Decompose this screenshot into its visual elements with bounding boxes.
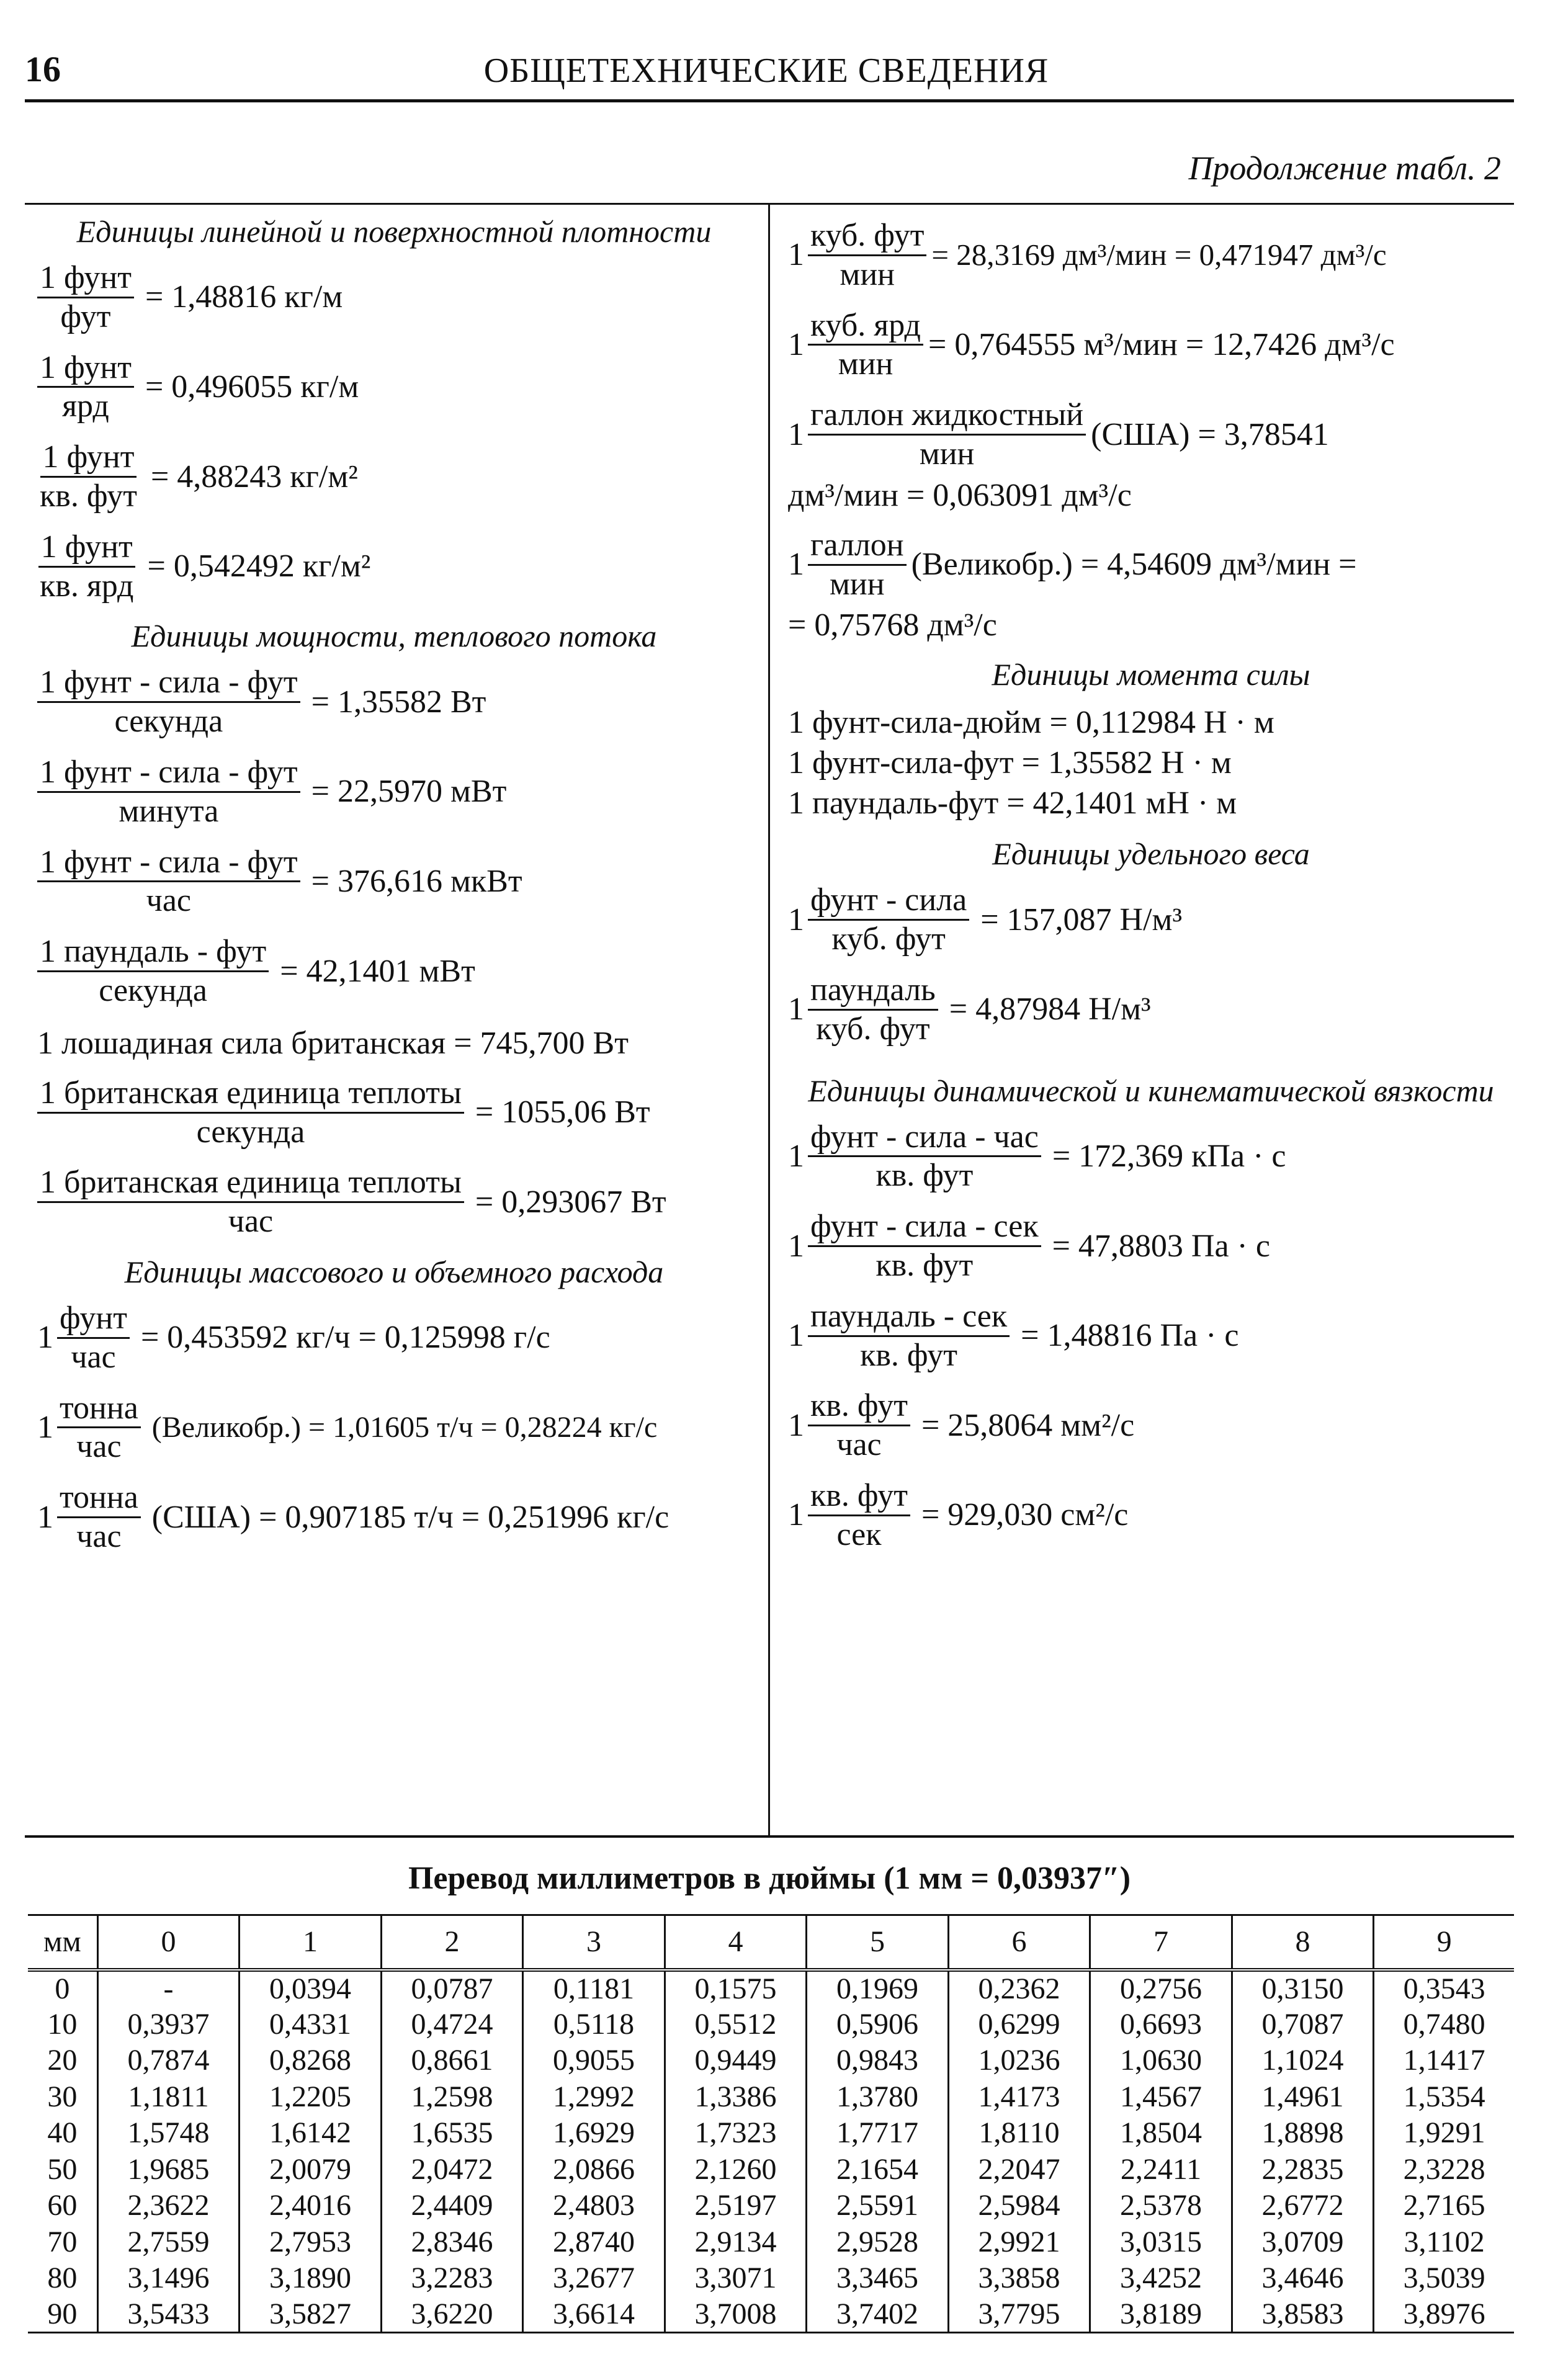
formula [37,1164,751,1240]
table-cell: 0,6299 [948,2006,1090,2042]
table-cell: 1,8110 [948,2115,1090,2152]
table-cell: 0,2756 [1090,1970,1232,2006]
table-cell: 0,7874 [97,2042,240,2079]
numerator: 1 фунт - сила - фут [37,754,300,793]
fraction [808,396,1086,473]
table-cell: 1,4961 [1232,2078,1374,2115]
column-header: 4 [665,1915,807,1970]
table-row [28,1970,1514,2006]
denominator: кв. фут [860,1337,958,1373]
formula-result: = 1055,06 Вт [475,1094,650,1130]
table-cell: 1,6929 [523,2115,665,2152]
fraction [37,754,300,830]
fraction [37,1075,464,1151]
numerator: галлон [808,527,907,566]
row-header-cell: 90 [28,2296,97,2333]
formula-continuation: дм³/мин = 0,063091 дм³/с [788,477,1132,513]
table-cell: 2,7165 [1374,2188,1514,2224]
denominator: мин [830,566,885,602]
table-cell: 1,9685 [97,2151,240,2188]
table-cell: 0,9843 [807,2042,949,2079]
table-cell: 3,8976 [1374,2296,1514,2333]
numerator: фунт [57,1300,130,1339]
formula [37,529,751,605]
fraction [37,439,140,515]
coefficient: 1 [788,901,804,937]
table-cell: 0,5906 [807,2006,949,2042]
section-heading-moment: Единицы момента силы [992,657,1310,692]
table-cell: 1,8504 [1090,2115,1232,2152]
table-cell: 2,5984 [948,2188,1090,2224]
table-cell: 2,9921 [948,2224,1090,2260]
table-cell: 1,4567 [1090,2078,1232,2115]
fraction [57,1300,130,1376]
table-cell: 2,4409 [381,2188,523,2224]
page-header [25,48,1508,104]
table-cell: 0,2362 [948,1970,1090,2006]
column-header: 5 [807,1915,949,1970]
coefficient: 1 [788,547,804,583]
formula-result: = 0,496055 кг/м [145,369,359,405]
table-cell: 3,3071 [665,2260,807,2297]
numerator: 1 фунт [37,349,134,388]
table-cell: 3,3465 [807,2260,949,2297]
table-cell: 3,7795 [948,2296,1090,2333]
formula-result: = 4,87984 Н/м³ [949,991,1151,1027]
table-cell: 0,3543 [1374,1970,1514,2006]
table-cell: 0,3937 [97,2006,240,2042]
table-cell: 1,6535 [381,2115,523,2152]
table-continuation-label: Продолжение табл. 2 [1188,150,1501,187]
row-header-cell: 80 [47,2261,78,2295]
table-cell: 0,8268 [240,2042,382,2079]
fraction [808,527,907,603]
numerator: тонна [57,1479,141,1518]
table-title: Перевод миллиметров в дюймы (1 мм = 0,03937″) [408,1861,1131,1896]
table-cell: 3,0315 [1090,2224,1232,2260]
formula [788,217,1514,293]
mm-to-inch-table [28,1914,1514,2333]
page-number: 16 [25,49,61,89]
formula [788,1387,1514,1464]
formula-result: = 1,35582 Вт [311,684,486,720]
section-heading-density: Единицы линейной и поверхностной плотности [76,214,712,249]
denominator: куб. фут [831,921,946,957]
formula-result: = 376,616 мкВт [311,863,522,899]
table-cell: 3,6614 [523,2296,665,2333]
coefficient: 1 [37,1320,53,1356]
numerator: фунт - сила - час [808,1119,1041,1158]
coefficient: 1 [788,237,804,273]
table-cell: 3,0709 [1232,2224,1374,2260]
table-cell: 0,1575 [665,1970,807,2006]
coefficient: 1 [788,1497,804,1533]
fraction [808,1298,1010,1374]
table-cell: 2,9134 [665,2224,807,2260]
coefficient: 1 [788,326,804,362]
fraction [37,529,137,605]
denominator: час [76,1518,122,1554]
denominator: мин [838,346,893,382]
numerator: кв. фут [808,1477,910,1516]
fraction [808,307,923,383]
denominator: час [836,1427,882,1463]
table-cell: 3,7008 [665,2296,807,2333]
formula-result: (Великобр.) = 1,01605 т/ч = 0,28224 кг/с [151,1411,658,1444]
table-cell: 0,3150 [1232,1970,1374,2006]
table-cell: 1,1024 [1232,2042,1374,2079]
formula-result: = 28,3169 дм³/мин = 0,471947 дм³/с [931,238,1387,272]
column-header: 7 [1090,1915,1232,1970]
formula [788,1119,1514,1195]
table-cell: 2,5591 [807,2188,949,2224]
denominator: час [228,1204,274,1240]
formula-result: = 0,764555 м³/мин = 12,7426 дм³/с [928,326,1395,362]
table-cell: 0,7480 [1374,2006,1514,2042]
formula [37,1479,751,1555]
table-cell: 0,1969 [807,1970,949,2006]
section-bottom-rule [25,1835,1514,1838]
fraction [57,1390,141,1466]
table-cell: 2,7953 [240,2224,382,2260]
denominator: мин [919,436,975,472]
column-header: 6 [948,1915,1090,1970]
formula [37,349,751,426]
table-cell: 2,2411 [1090,2151,1232,2188]
formula [37,844,751,920]
formula [788,972,1514,1048]
table-cell: 3,1890 [240,2260,382,2297]
formula-result: = 1,48816 кг/м [145,279,343,315]
formula-result: = 25,8064 мм²/с [921,1407,1135,1443]
coefficient: 1 [788,416,804,452]
table-cell: 2,3622 [97,2188,240,2224]
numerator: паундаль [808,972,938,1011]
table-cell: 2,5197 [665,2188,807,2224]
table-cell: 1,9291 [1374,2115,1514,2152]
numerator: кв. фут [808,1387,910,1426]
denominator: куб. фут [816,1011,930,1047]
numerator: куб. ярд [808,307,923,346]
table-cell: 3,2283 [381,2260,523,2297]
denominator: секунда [196,1114,305,1150]
table-cell: 1,2598 [381,2078,523,2115]
denominator: кв. фут [876,1158,974,1194]
row-header-cell: 20 [47,2044,78,2077]
table-cell: 2,0866 [523,2151,665,2188]
fraction [37,349,134,426]
column-divider [768,205,770,1836]
left-column [37,205,751,1830]
denominator: минута [119,793,219,829]
formula-result: = 0,542492 кг/м² [147,548,371,584]
numerator: 1 паундаль - фут [37,933,269,972]
row-header-cell: 10 [47,2007,78,2041]
fraction [808,1119,1041,1195]
table-row [28,2151,1514,2188]
formula [788,1477,1514,1554]
table-cell: - [97,1970,240,2006]
table-cell: 2,3228 [1374,2151,1514,2188]
formula [788,527,1514,603]
column-header: мм [28,1915,97,1970]
denominator: кв. фут [40,478,137,514]
fraction [808,972,938,1048]
table-cell: 1,0630 [1090,2042,1232,2079]
table-cell: 2,0472 [381,2151,523,2188]
table-header-row [28,1915,1514,1970]
table-cell: 3,8189 [1090,2296,1232,2333]
table-cell: 0,7087 [1232,2006,1374,2042]
formula [37,439,751,515]
fraction [37,259,134,336]
formula-result: = 47,8803 Па · с [1052,1228,1270,1264]
column-header: 2 [381,1915,523,1970]
fraction [808,1208,1041,1284]
table-cell: 0,8661 [381,2042,523,2079]
table-cell: 1,1811 [97,2078,240,2115]
table-cell: 2,7559 [97,2224,240,2260]
table-cell: 2,6772 [1232,2188,1374,2224]
coefficient: 1 [37,1409,53,1445]
table-cell: 2,4803 [523,2188,665,2224]
fraction [808,217,926,293]
table-cell: 1,3780 [807,2078,949,2115]
table-cell: 3,8583 [1232,2296,1374,2333]
column-header: 0 [97,1915,240,1970]
numerator: 1 фунт - сила - фут [37,844,300,883]
formula [788,882,1514,958]
numerator: 1 фунт [37,259,134,298]
fraction [37,664,300,740]
table-cell: 2,0079 [240,2151,382,2188]
column-header: 3 [523,1915,665,1970]
table-cell: 1,5748 [97,2115,240,2152]
table-cell: 3,2677 [523,2260,665,2297]
table-cell: 2,1260 [665,2151,807,2188]
coefficient: 1 [788,1318,804,1354]
denominator: ярд [62,388,109,424]
table-cell: 0,9055 [523,2042,665,2079]
denominator: секунда [114,704,223,740]
table-cell: 3,7402 [807,2296,949,2333]
fraction [37,844,300,920]
formula [37,259,751,336]
table-cell: 1,3386 [665,2078,807,2115]
row-header-cell: 60 [47,2189,78,2222]
section-heading-specific-weight: Единицы удельного веса [992,836,1310,872]
formula [788,307,1514,383]
formula-result: (Великобр.) = 4,54609 дм³/мин = [911,547,1357,583]
row-header-cell: 50 [47,2152,78,2186]
table-cell: 0,4331 [240,2006,382,2042]
denominator: фут [60,298,111,334]
denominator: кв. ярд [40,568,134,604]
table-row [28,2006,1514,2042]
column-header: 8 [1232,1915,1374,1970]
fraction [57,1479,141,1555]
table-row [28,2115,1514,2152]
denominator: мин [840,256,895,292]
table-cell: 1,4173 [948,2078,1090,2115]
table-cell: 0,9449 [665,2042,807,2079]
table-cell: 0,6693 [1090,2006,1232,2042]
table-cell: 0,4724 [381,2006,523,2042]
table-cell: 1,2992 [523,2078,665,2115]
coefficient: 1 [37,1499,53,1535]
coefficient: 1 [788,1228,804,1264]
table-cell: 0,1181 [523,1970,665,2006]
table-cell: 0,5118 [523,2006,665,2042]
formula-line: 1 фунт-сила-фут = 1,35582 Н · м [788,745,1232,781]
table-cell: 2,1654 [807,2151,949,2188]
numerator: куб. фут [808,217,926,256]
table-cell: 0,0787 [381,1970,523,2006]
coefficient: 1 [788,1138,804,1174]
formula-result: = 1,48816 Па · с [1021,1318,1239,1354]
fraction [808,1387,910,1464]
row-header-cell: 30 [47,2080,78,2113]
numerator: тонна [57,1390,141,1429]
table-cell: 0,5512 [665,2006,807,2042]
formula [788,396,1514,473]
fraction [808,1477,910,1554]
right-column [788,205,1514,1830]
formula-result: (США) = 3,78541 [1091,416,1329,452]
column-header: 1 [240,1915,382,1970]
table-cell: 1,0236 [948,2042,1090,2079]
section-heading-flow: Единицы массового и объемного расхода [124,1254,664,1289]
formula-result: = 4,88243 кг/м² [150,459,358,494]
section-heading-power: Единицы мощности, теплового потока [131,619,657,654]
formula [37,1300,751,1376]
fraction [808,882,969,958]
table-cell: 3,6220 [381,2296,523,2333]
table-cell: 2,8346 [381,2224,523,2260]
table-cell: 3,1102 [1374,2224,1514,2260]
numerator: паундаль - сек [808,1298,1010,1337]
denominator: кв. фут [876,1247,974,1283]
table-row [28,2042,1514,2079]
table-cell: 2,8740 [523,2224,665,2260]
numerator: фунт - сила - сек [808,1208,1041,1247]
denominator: сек [836,1516,882,1552]
numerator: 1 фунт [40,439,137,478]
denominator: час [76,1429,122,1465]
formula [37,754,751,830]
table-cell: 3,5433 [97,2296,240,2333]
fraction [37,933,269,1009]
formula [788,1208,1514,1284]
table-row [28,2260,1514,2297]
denominator: час [146,883,191,919]
coefficient: 1 [788,1407,804,1443]
table-cell: 2,4016 [240,2188,382,2224]
column-header: 9 [1374,1915,1514,1970]
table-cell: 3,4252 [1090,2260,1232,2297]
formula-result: = 22,5970 мВт [311,774,507,810]
formula-line: 1 фунт-сила-дюйм = 0,112984 Н · м [788,705,1274,741]
formula [37,1390,751,1466]
table-cell: 3,3858 [948,2260,1090,2297]
table-cell: 2,2835 [1232,2151,1374,2188]
coefficient: 1 [788,991,804,1027]
table-cell: 2,2047 [948,2151,1090,2188]
fraction [37,1164,464,1240]
table-cell: 2,5378 [1090,2188,1232,2224]
formula-line: 1 лошадиная сила британская = 745,700 Вт [37,1025,629,1061]
table-cell: 3,4646 [1232,2260,1374,2297]
header-rule [25,99,1514,102]
formula [37,664,751,740]
table-cell: 3,1496 [97,2260,240,2297]
table-cell: 3,5039 [1374,2260,1514,2297]
formula-result: = 42,1401 мВт [280,953,475,989]
table-cell: 0,0394 [240,1970,382,2006]
table-cell: 2,9528 [807,2224,949,2260]
numerator: 1 фунт - сила - фут [37,664,300,703]
row-header-cell: 40 [47,2116,78,2150]
table-cell: 3,5827 [240,2296,382,2333]
numerator: 1 британская единица теплоты [37,1164,464,1203]
formula-result: = 172,369 кПа · с [1052,1138,1286,1174]
formula-result: = 157,087 Н/м³ [980,901,1183,937]
numerator: 1 фунт [38,529,135,568]
table-row [28,2188,1514,2224]
numerator: 1 британская единица теплоты [37,1075,464,1114]
formula-line: 1 паундаль-фут = 42,1401 мН · м [788,785,1237,821]
table-cell: 1,5354 [1374,2078,1514,2115]
table-row [28,2078,1514,2115]
row-header-cell: 0 [55,1972,70,2005]
numerator: фунт - сила [808,882,969,921]
table-row [28,2296,1514,2333]
formula [37,933,751,1009]
table-row [28,2224,1514,2260]
section-heading-viscosity: Единицы динамической и кинематической вязкости [808,1073,1494,1108]
running-title: ОБЩЕТЕХНИЧЕСКИЕ СВЕДЕНИЯ [483,51,1049,90]
formula-result: = 0,453592 кг/ч = 0,125998 г/с [140,1320,550,1356]
numerator: галлон жидкостный [808,396,1086,436]
table-cell: 1,7717 [807,2115,949,2152]
denominator: час [71,1339,116,1375]
denominator: секунда [99,972,207,1008]
table-cell: 1,6142 [240,2115,382,2152]
table-cell: 1,2205 [240,2078,382,2115]
table-cell: 1,7323 [665,2115,807,2152]
formula [37,1075,751,1151]
table-body [28,1970,1514,2333]
row-header-cell: 70 [47,2225,78,2258]
formula-continuation: = 0,75768 дм³/с [788,607,997,643]
table-cell: 1,8898 [1232,2115,1374,2152]
formula-result: = 929,030 см²/с [921,1497,1129,1533]
table-cell: 1,1417 [1374,2042,1514,2079]
formula-result: (США) = 0,907185 т/ч = 0,251996 кг/с [151,1499,670,1535]
formula [788,1298,1514,1374]
formula-result: = 0,293067 Вт [475,1184,666,1220]
